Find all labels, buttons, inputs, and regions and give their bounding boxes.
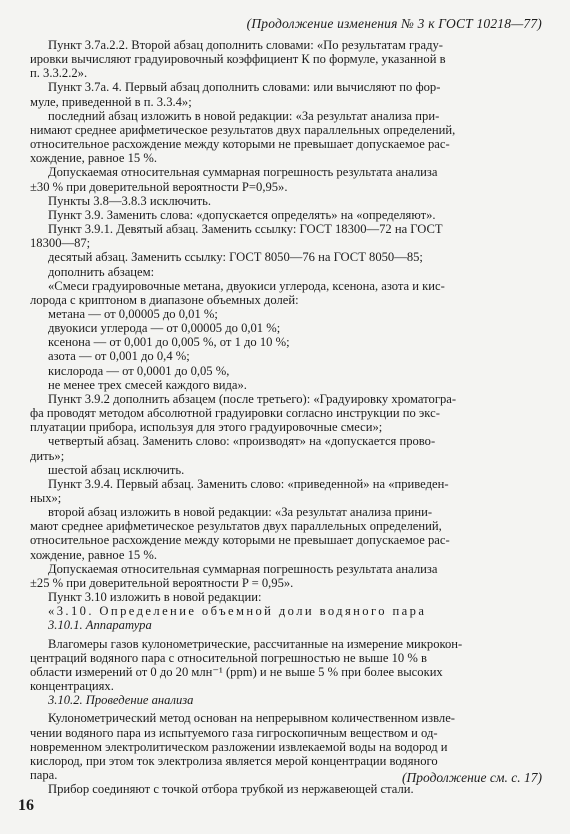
text-line: хождение, равное 15 %. bbox=[30, 151, 158, 166]
text-line: Допускаемая относительная суммарная погрешность результата анализа bbox=[48, 561, 438, 576]
section-heading: «3.10. Определение объемной доли водяного пара bbox=[48, 604, 427, 619]
text-line: муле, приведенной в п. 3.3.4»; bbox=[30, 94, 192, 109]
text-line: ±25 % при доверительной вероятности P = 0,95». bbox=[30, 575, 294, 590]
text-line: мают среднее арифметическое результатов двух параллельных определений, bbox=[30, 519, 442, 534]
text-line: Пункты 3.8—3.8.3 исключить. bbox=[48, 193, 211, 208]
text-line: хождение, равное 15 %. bbox=[30, 547, 158, 562]
text-line: метана — от 0,00005 до 0,01 %; bbox=[48, 306, 218, 321]
text-line: относительное расхождение между которыми не превышает допускаемое рас- bbox=[30, 137, 450, 152]
text-line: шестой абзац исключить. bbox=[48, 462, 185, 477]
text-line: Пункт 3.9.2 дополнить абзацем (после третьего): «Градуировку хроматогра- bbox=[48, 391, 457, 406]
text-line: Пункт 3.9.1. Девятый абзац. Заменить ссылку: ГОСТ 18300—72 на ГОСТ bbox=[48, 222, 443, 237]
text-line: двуокиси углерода — от 0,00005 до 0,01 %; bbox=[48, 321, 281, 336]
text-line: п. 3.3.2.2». bbox=[30, 66, 88, 81]
text-line: не менее трех смесей каждого вида». bbox=[48, 377, 247, 392]
text-line: «Смеси градуировочные метана, двуокиси углерода, ксенона, азота и кис- bbox=[48, 278, 445, 293]
text-line: Пункт 3.7а. 4. Первый абзац дополнить словами: или вычисляют по фор- bbox=[48, 80, 441, 95]
text-line: центраций водяного пара с относительной погрешностью не выше 10 % в bbox=[30, 650, 427, 665]
text-line: новременном электролитическом разложении извлекаемой воды на водород и bbox=[30, 739, 448, 754]
text-line: десятый абзац. Заменить ссылку: ГОСТ 8050—76 на ГОСТ 8050—85; bbox=[48, 250, 423, 265]
text-line: азота — от 0,001 до 0,4 %; bbox=[48, 349, 190, 364]
text-line: нимают среднее арифметическое результатов двух параллельных определений, bbox=[30, 122, 456, 137]
text-line: относительное расхождение между которыми не превышает допускаемое рас- bbox=[30, 533, 450, 548]
text-line: кислород, при этом ток электролиза является мерой концентрации водяного bbox=[30, 753, 438, 768]
text-line: лорода с криптоном в диапазоне объемных долей: bbox=[30, 292, 299, 307]
text-line: пара. bbox=[30, 767, 58, 782]
text-line: ных»; bbox=[30, 491, 62, 505]
text-line: второй абзац изложить в новой редакции: «За результат анализа прини- bbox=[48, 505, 433, 520]
subsection-heading: 3.10.1. Аппаратура bbox=[48, 618, 152, 633]
text-line: Допускаемая относительная суммарная погрешность результата анализа bbox=[48, 165, 438, 180]
text-line: 18300—87; bbox=[30, 236, 91, 251]
text-line: концентрациях. bbox=[30, 679, 114, 694]
running-header: (Продолжение изменения № 3 к ГОСТ 10218—77) bbox=[246, 16, 542, 31]
text-line: ксенона — от 0,001 до 0,005 %, от 1 до 10 %; bbox=[48, 335, 290, 350]
text-line: четвертый абзац. Заменить слово: «производят» на «допускается прово- bbox=[48, 434, 436, 449]
text-line: области измерений от 0 до 20 млн⁻¹ (ppm) и не выше 5 % при более высоких bbox=[30, 664, 443, 679]
text-line: Влагомеры газов кулонометрические, рассчитанные на измерение микрокон- bbox=[48, 636, 463, 651]
text-line: дить»; bbox=[30, 448, 65, 463]
page-number: 16 bbox=[18, 797, 34, 814]
document-body bbox=[30, 38, 546, 796]
text-line: чении водяного пара из испытуемого газа гигроскопичным веществом и од- bbox=[30, 725, 438, 740]
text-line: последний абзац изложить в новой редакции: «За результат анализа при- bbox=[48, 108, 440, 123]
text-line: ировки вычисляют градуировочный коэффициент К по формуле, указанной в bbox=[30, 52, 446, 67]
text-line: кислорода — от 0,0001 до 0,05 %, bbox=[48, 363, 230, 378]
text-line: Кулонометрический метод основан на непрерывном количественном извле- bbox=[48, 711, 455, 726]
continuation-note: (Продолжение см. с. 17) bbox=[402, 770, 542, 785]
text-line: фа проводят методом абсолютной градуировки согласно инструкции по экс- bbox=[30, 406, 440, 421]
text-line: Пункт 3.9.4. Первый абзац. Заменить слово: «приведенной» на «приведен- bbox=[48, 476, 449, 491]
text-line: Пункт 3.9. Заменить слова: «допускается определять» на «определяют». bbox=[48, 207, 436, 222]
text-line: дополнить абзацем: bbox=[48, 264, 155, 279]
text-line: ±30 % при доверительной вероятности P=0,95». bbox=[30, 179, 288, 194]
text-line: Пункт 3.10 изложить в новой редакции: bbox=[48, 590, 262, 605]
text-line: плуатации прибора, используя для этого градуировочные смеси»; bbox=[30, 420, 383, 435]
text-line: Пункт 3.7а.2.2. Второй абзац дополнить словами: «По результатам граду- bbox=[48, 38, 443, 52]
subsection-heading: 3.10.2. Проведение анализа bbox=[48, 693, 194, 708]
text-line: Прибор соединяют с точкой отбора трубкой из нержавеющей стали. bbox=[48, 782, 414, 797]
